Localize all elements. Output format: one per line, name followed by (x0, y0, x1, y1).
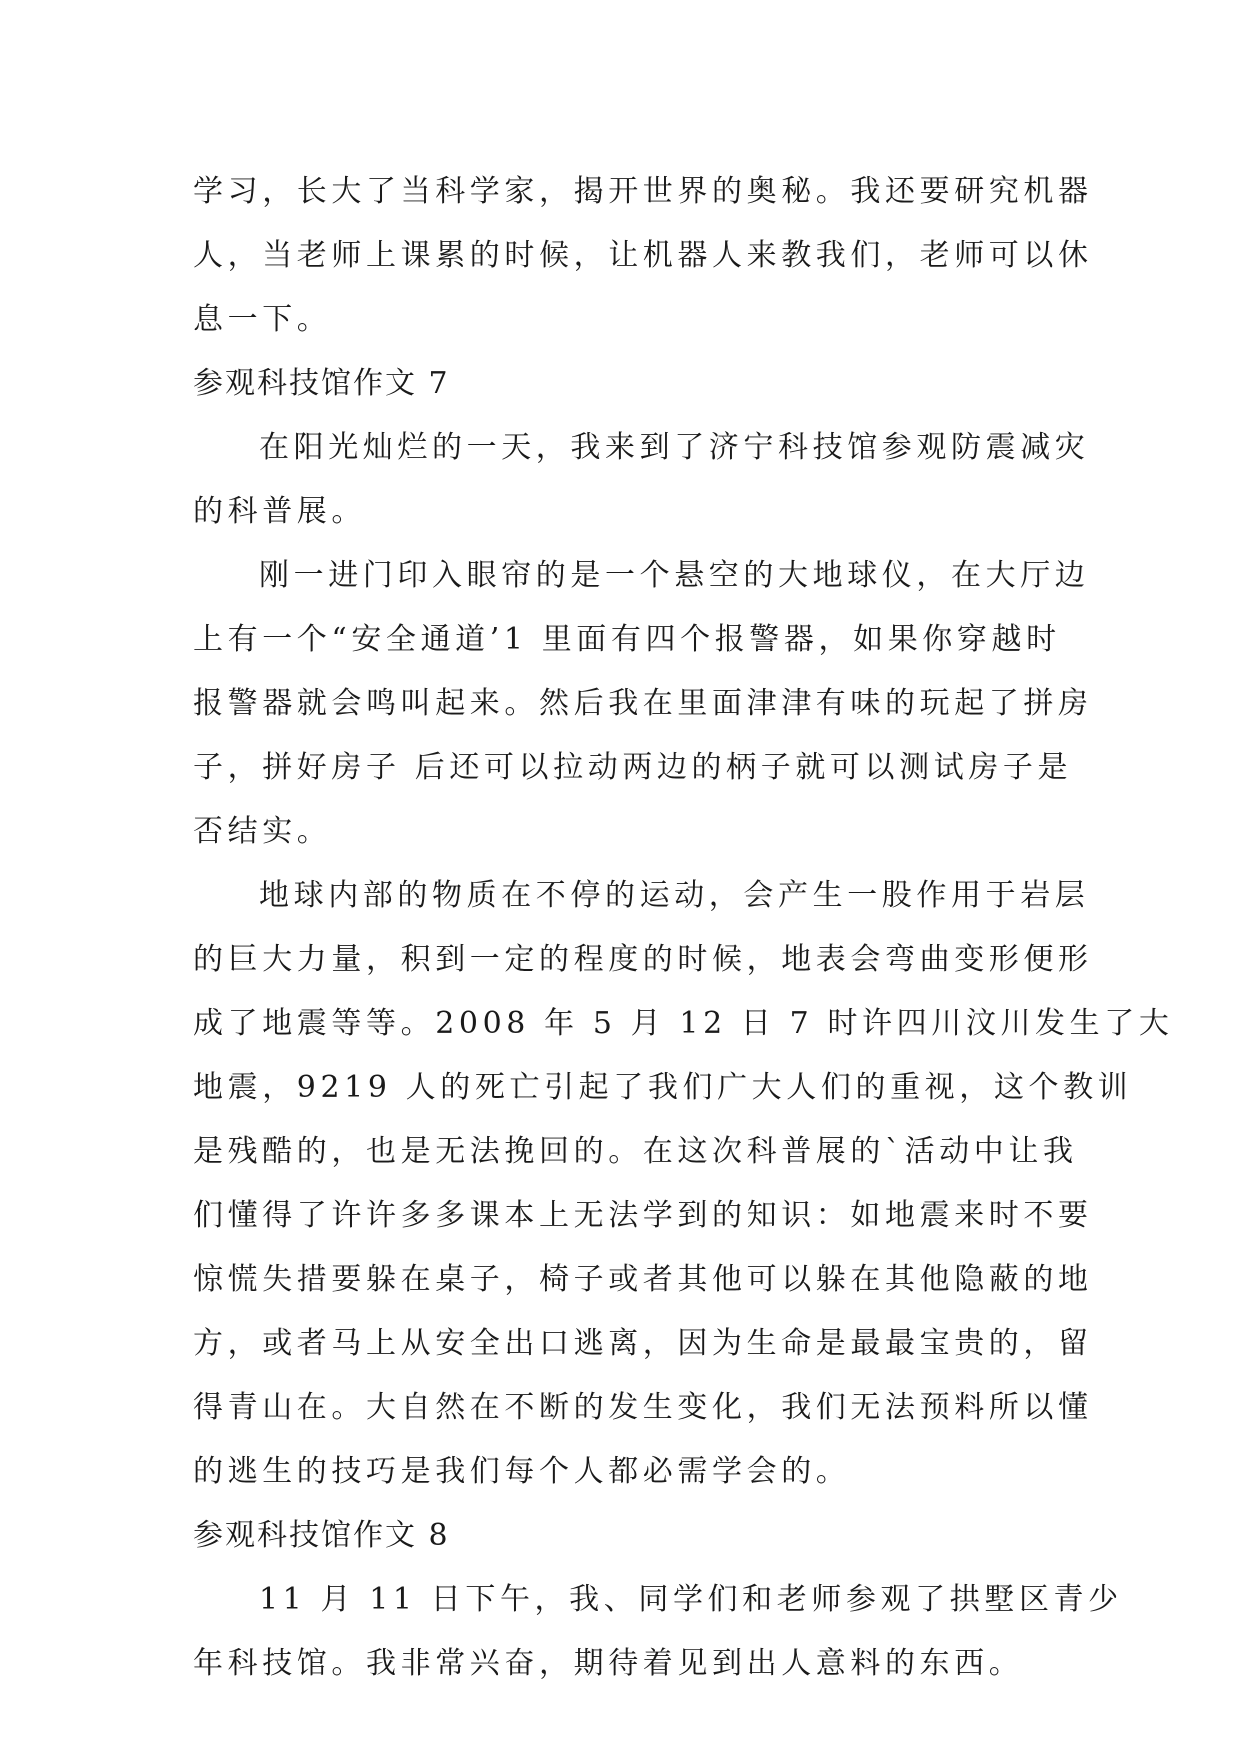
document-page (193, 160, 1174, 1696)
text-line: 的逃生的技巧是我们每个人都必需学会的。 (193, 1454, 851, 1489)
text-line: 子，拼好房子 后还可以拉动两边的柄子就可以测试房子是 (193, 750, 1073, 785)
text-line: 得青山在。大自然在不断的发生变化，我们无法预料所以懂 (193, 1390, 1093, 1425)
text-line: 上有一个“安全通道’1 里面有四个报警器，如果你穿越时 (193, 622, 1061, 657)
text-line: 是残酷的，也是无法挽回的。在这次科普展的`活动中让我 (193, 1134, 1078, 1169)
text-line: 否结实。 (193, 814, 332, 849)
text-line: 惊慌失措要躲在桌子，椅子或者其他可以躲在其他隐蔽的地 (193, 1262, 1093, 1297)
text-line: 人，当老师上课累的时候，让机器人来教我们，老师可以休 (193, 238, 1093, 273)
text-line: 年科技馆。我非常兴奋，期待着见到出人意料的东西。 (193, 1646, 1024, 1681)
text-line: 们懂得了许许多多课本上无法学到的知识：如地震来时不要 (193, 1198, 1093, 1233)
paragraph-first-line: 刚一进门印入眼帘的是一个悬空的大地球仪，在大厅边 (259, 558, 1090, 593)
text-line: 学习，长大了当科学家，揭开世界的奥秘。我还要研究机器 (193, 174, 1093, 209)
paragraph-first-line: 在阳光灿烂的一天，我来到了济宁科技馆参观防震减灾 (259, 430, 1090, 465)
text-line: 的科普展。 (193, 494, 366, 529)
paragraph-first-line: 11 月 11 日下午，我、同学们和老师参观了拱墅区青少 (259, 1582, 1123, 1617)
text-line: 息一下。 (193, 302, 332, 337)
section-heading: 参观科技馆作文 8 (193, 1518, 450, 1553)
text-line: 方，或者马上从安全出口逃离，因为生命是最最宝贵的，留 (193, 1326, 1093, 1361)
text-line: 地震，9219 人的死亡引起了我们广大人们的重视，这个教训 (193, 1070, 1133, 1105)
paragraph-first-line: 地球内部的物质在不停的运动，会产生一股作用于岩层 (259, 878, 1090, 913)
section-heading: 参观科技馆作文 7 (193, 366, 450, 401)
text-line: 的巨大力量，积到一定的程度的时候，地表会弯曲变形便形 (193, 942, 1093, 977)
text-line: 报警器就会鸣叫起来。然后我在里面津津有味的玩起了拼房 (193, 686, 1093, 721)
text-line: 成了地震等等。2008 年 5 月 12 日 7 时许四川汶川发生了大 (193, 1006, 1174, 1041)
